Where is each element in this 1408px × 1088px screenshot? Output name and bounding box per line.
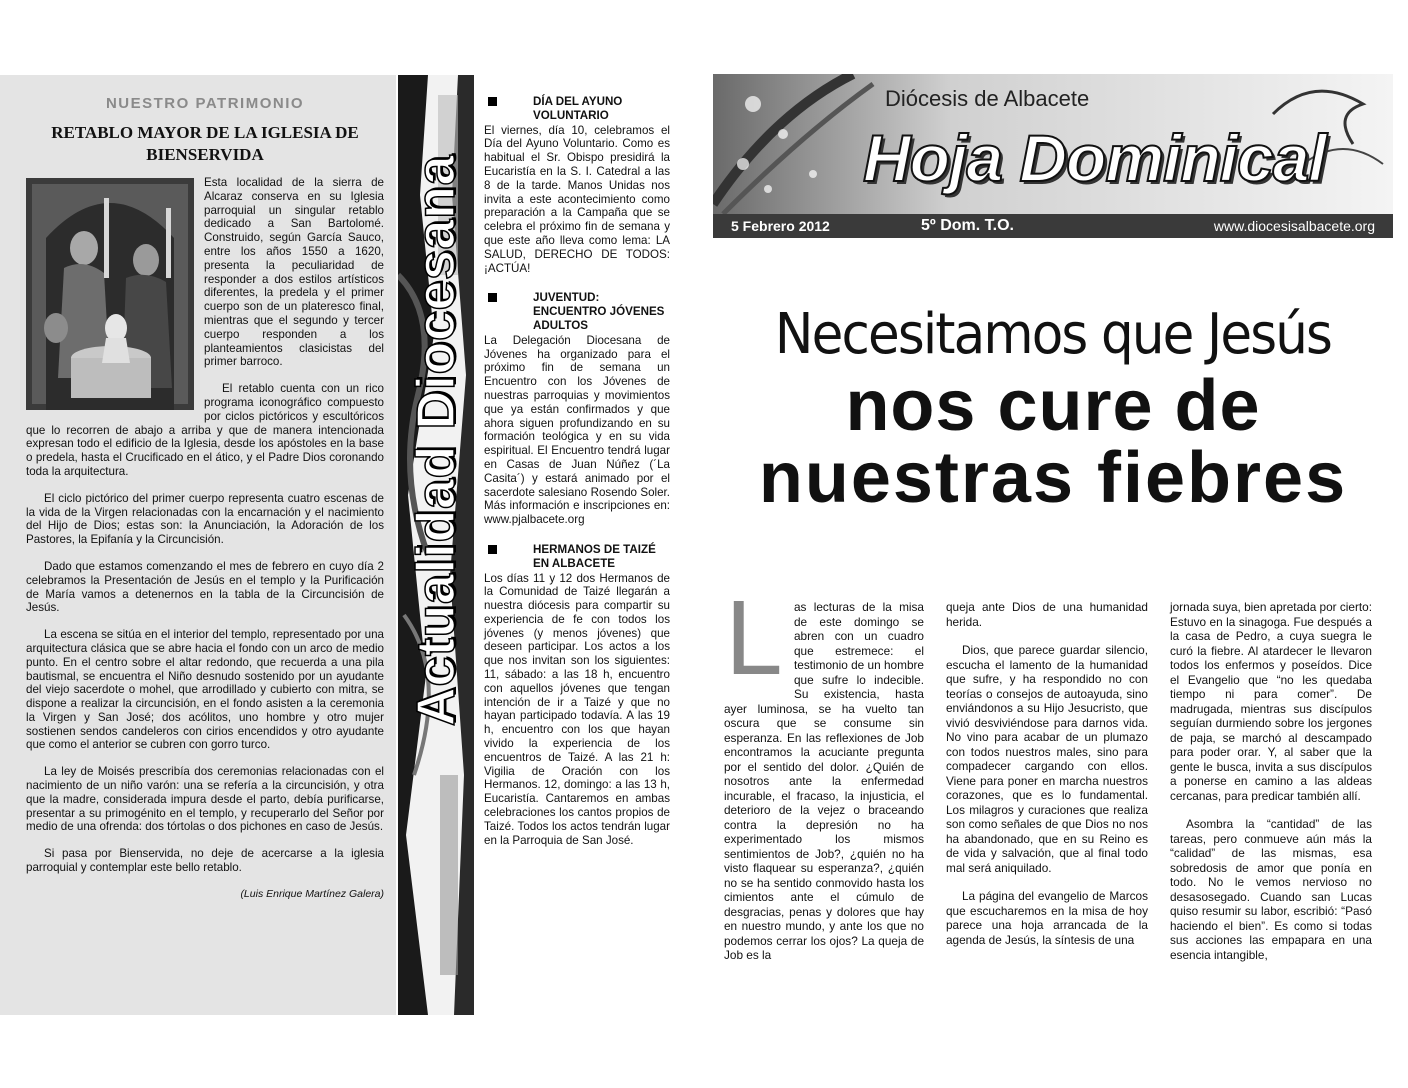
paragraph: as lecturas de la misa de este domingo se abren con un cuadro que estremece: el testimonio de un hombre que sufre lo indecible. Su existencia, hasta ayer luminosa, se ha vuelto tan oscura que se consume sin esperanza. En las reflexiones de Job encontramos la acuciante pregunta por el sentido del dolor. ¿Quién de nosotros ante la enfermedad incurable, el fracaso, la injusticia, el deterioro de la vejez o braceando contra la depresión no ha experimentado los mismos sentimientos de Job?, ¿quién no ha visto flaquear su esperanza?, ¿quién no se ha sentido conmovido hasta los cimientos ante el cúmulo de desgracias, penas y dolores que hay en nuestro mundo, y ante los que no podemos cerrar los ojos? La queja de Job es la [724,600,924,962]
paragraph: La escena se sitúa en el interior del templo, representado por una arquitectura clásica que se abre hacia el fondo con un arco de medio punto. En el centro sobre el altar redondo, que recuerda a una pila bautismal, se encuentra el Niño desnudo sostenido por un ayudante del viejo sacerdote o mohel, que arrodillado y cubierto con mitra, se dispone a realizar la circuncisión, en el fondo asisten a la ceremonia la Virgen y San José; dos acólitos, uno hombre y otro mujer sostienen sendos candeleros con cirios encendidos y otro ayudante que como el anterior se cubren con gorro turco. [26,628,384,752]
news-title: HERMANOS DE TAIZÉ EN ALBACETE [533,542,656,570]
paragraph: Si pasa por Bienservida, no deje de acercarse a la iglesia parroquial y contemplar este bello retablo. [26,847,384,875]
news-body: El viernes, día 10, celebramos el Día del Ayuno Voluntario. Como es habitual el Sr. Obispo presidirá la Eucaristía en la S. I. Catedral a las 8 de la tarde. Manos Unidas nos invita a este acontecimiento como preparación a la Campaña que se celebra el próximo fin de semana y que este año lleva como lema: LA SALUD, DERECHO DE TODOS: ¡ACTÚA! [484,123,670,275]
news-title: DÍA DEL AYUNO VOLUNTARIO [533,95,623,122]
heritage-panel [0,75,396,1015]
bullet-icon [488,97,497,106]
news-body: Los días 11 y 12 dos Hermanos de la Comunidad de Taizé llegarán a nuestra diócesis para compartir su experiencia de fe con todos los jóvenes (y menos jóvenes) que deseen participar. Los actos a los que nos invitan son los siguientes: 11, sábado: a las 18 h, encuentro con aquellos jóvenes que tengan intención de ir a Taizé y que no hayan participado todavía. A las 19 h, encuentro con los que hayan vivido la experiencia de los encuentros de Taizé. A las 21 h: Vigilia de Oración con los Hermanos. 12, domingo: a las 13 h, Eucaristía. Cantaremos en ambas celebraciones los cantos propios de Taizé. Todos los actos tendrán lugar en la Parroquia de San José. [484,571,670,847]
main-article [724,581,1372,990]
paragraph: Esta localidad de la sierra de Alcaraz conserva en su Iglesia parroquial un singular retablo dedicado a San Bartolomé. Construido, según García Sauco, entre los años 1550 a 1620, presenta la peculiaridad de responder a dos estilos artísticos diferentes, la predela y el primer cuerpo son de un plateresco final, mientras que el segundo y tercer cuerpo responden a los planteamientos clasicistas del primer barroco. [204,176,384,369]
news-column [484,95,670,863]
publication-logo: Hoja Dominical [863,121,1326,195]
issue-date: 5 Febrero 2012 [731,218,830,234]
article-column-2 [946,600,1148,961]
paragraph: El ciclo pictórico del primer cuerpo representa cuatro escenas de la vida de la Virgen relacionadas con la encarnación y el nacimiento del Hijo de Dios; estas son: la Anunciación, la Adoración de los Pastores, la Epifanía y la Circuncisión. [26,491,384,547]
paragraph: La ley de Moisés prescribía dos ceremonias relacionadas con el nacimiento de un niño varón: una se refería a la circuncisión, y otra que la madre, considerada impura desde el parto, debía purificarse, presentar a su primogénito en el templo, y recuperarlo del Señor por medio de una ofrenda: dos tórtolas o dos pichones en caso de Jesús. [26,765,384,834]
article-title: RETABLO MAYOR DE LA IGLESIA DE BIENSERVIDA [51,123,359,164]
paragraph: queja ante Dios de una humanidad herida. [946,600,1148,629]
news-item [484,95,670,275]
date-bar [713,214,1393,238]
vertical-banner [398,75,474,1015]
paragraph: Dios, que parece guardar silencio, escucha el lamento de la humanidad que sufre, y ha respondido no con teorías o consejos de autoayuda, sino enviándonos a su Hijo Jesucristo, que vivió desviviéndose para darnos vida. No vino para acabar de un plumazo con todos nuestros males, sino para compadecer cargando con ellos. Viene para poner en marcha nuestros corazones, que es lo fundamental. Los milagros y curaciones que realiza son como señales de que Dios no nos ha abandonado, que en su Reino es de vida y salvación, que al final todo mal será aniquilado. [946,643,1148,875]
article-column-3 [1170,600,1372,976]
website-link[interactable]: www.diocesisalbacete.org [1213,218,1375,234]
news-item [484,543,670,848]
drop-cap: L [724,581,780,698]
bullet-icon [488,545,497,554]
paragraph: El retablo cuenta con un rico programa iconográfico compuesto por ciclos pictóricos y escultóricos que lo recorren de abajo a arriba y que de manera intencionada expresan todo el edificio de la Iglesia, desde los apóstoles en la base o predela, hasta el Crucificado en el ático, y el Padre Dios coronando toda la arquitectura. [26,382,384,478]
main-headline [712,300,1394,518]
paragraph: Dado que estamos comenzando el mes de febrero en cuyo día 2 celebramos la Presentación de Jesús en el templo y la Purificación de María vamos a detenernos en la tabla de la Circuncisión de Jesús. [26,559,384,615]
headline-line-1: Necesitamos que Jesús [774,302,1332,367]
section-title: NUESTRO PATRIMONIO [105,95,305,112]
banner-title: Actualidad Diocesana [406,155,466,727]
liturgical-sunday: 5º Dom. T.O. [921,217,1014,234]
diocese-name: Diócesis de Albacete [885,86,1090,111]
masthead [713,74,1393,238]
author-credit: (Luis Enrique Martínez Galera) [240,887,384,900]
headline-line-3: nuestras fiebres [758,438,1348,518]
headline-line-2: nos cure de [845,366,1261,446]
bullet-icon [488,293,497,302]
news-body: La Delegación Diocesana de Jóvenes ha organizado para el próximo fin de semana un Encuentro con los Jóvenes de nuestras parroquias y movimientos que ya están confirmados y que ahora siguen profundizando en su formación teológica y en su vida espiritual. El Encuentro tendrá lugar en Casas de Juan Núñez (´La Casita´) y estará animado por el sacerdote salesiano Rosendo Soler. Más información e inscripciones en: www.pjalbacete.org [484,333,670,527]
altarpiece-painting-image [26,178,194,410]
paragraph: jornada suya, bien apretada por cierto: Estuvo en la sinagoga. Fue después a la casa de Pedro, a cuya suegra le curó la fiebre. Al atardecer le llevaron todos los enfermos y poseídos. Dice el Evangelio que “no les quedaba tiempo ni para comer”. De madrugada, mientras sus discípulos seguían durmiendo sobre los jergones de paja, se marchó al descampado para poder orar. Y, al saber que la gente le busca, invita a sus discípulos a ponerse en camino a las aldeas cercanas, para predicar también allí. [1170,600,1372,803]
article-column-1 [724,581,924,977]
paragraph: Asombra la “cantidad” de las tareas, pero conmueve aún más la “calidad” de las mismas, esa sobredosis de amor que ponía en todo. No le vemos nervioso no desasosegado. Cuando san Lucas quiso resumir su labor, escribió: “Pasó haciendo el bien”. Es como si todas sus acciones las empapara en una esencia intangible, [1170,817,1372,962]
paragraph: La página del evangelio de Marcos que escucharemos en la misa de hoy parece una hoja arrancada de la agenda de Jesús, la síntesis de una [946,889,1148,947]
news-item [484,291,670,527]
news-title: JUVENTUD: ENCUENTRO JÓVENES ADULTOS [533,291,665,332]
